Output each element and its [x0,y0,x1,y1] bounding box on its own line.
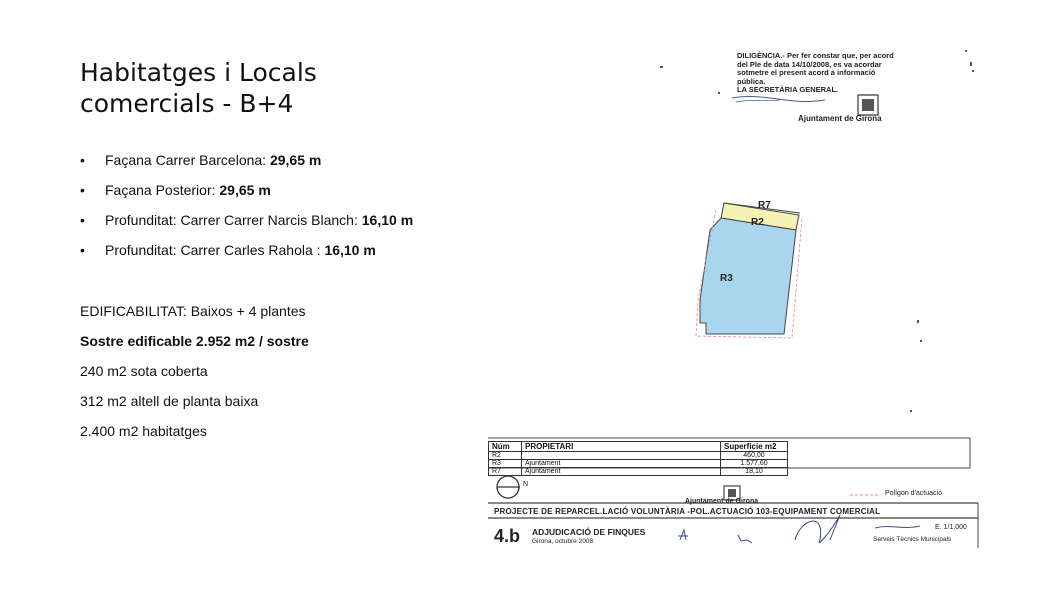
plan-image [480,40,1040,560]
proprietors-table [488,441,788,476]
region-r3-label: R3 [720,273,733,284]
table-cell: 18,10 [721,468,788,476]
bullet-facana-barcelona: • Façana Carrer Barcelona: 29,65 m [80,150,413,180]
region-r7-label: R7 [758,200,771,211]
table-cell: R7 [489,468,522,476]
bullet-facana-posterior: • Façana Posterior: 29,65 m [80,180,413,210]
bullet-profunditat-carles-rahola: • Profunditat: Carrer Carles Rahola : 16,10 m [80,240,413,270]
ajuntament-bottom-label: Ajuntament de Girona [685,498,759,505]
table-header-cell: PROPIETARI [522,442,721,452]
north-arrow-icon [497,476,520,498]
edificabilitat-text: EDIFICABILITAT: Baixos + 4 plantes [80,303,306,319]
table-cell: Ajuntament [522,468,721,476]
slide-title [80,57,480,119]
altell-text: 312 m2 altell de planta baixa [80,393,259,409]
region-r3 [700,218,796,334]
diligencia-stamp: DILIGÈNCIA.- Per fer constar que, per acord del Ple de data 14/10/2008, es va acordar sotmetre el present acord a informació pública. LA SECRETÀRIA GENERAL. [737,51,894,94]
serveis-tecnics-label: Serveis Tècnics Municipals [873,536,952,543]
region-r2-label: R2 [751,217,764,228]
plan-number: 4.b [494,526,521,546]
title-line-1: Habitatges i Locals [80,58,317,87]
ajuntament-top-label: Ajuntament de Girona [798,114,882,123]
plan-drawing [480,40,1040,560]
bullet-profunditat-narcis-blanch: • Profunditat: Carrer Carrer Narcis Blanch: 16,10 m [80,210,413,240]
table-header-cell: Superficie m2 [721,442,788,452]
table-cell: 460,00 [721,452,788,460]
projecte-title: PROJECTE DE REPARCEL.LACIÓ VOLUNTÀRIA -POL.ACTUACIÓ 103-EQUIPAMENT COMERCIAL [494,507,881,516]
table-cell [522,452,721,460]
adjudicacio-label: ADJUDICACIÓ DE FINQUES [532,527,646,537]
table-cell: R2 [489,452,522,460]
table-cell: 1.577,60 [721,460,788,468]
table-cell: Ajuntament [522,460,721,468]
table-cell: R3 [489,460,522,468]
habitatges-text: 2.400 m2 habitatges [80,423,207,439]
sostre-edificable-text: Sostre edificable 2.952 m2 / sostre [80,333,309,349]
table-row [489,468,788,476]
girona-date: Girona, octubre 2008 [532,538,594,545]
north-label: N [523,481,529,488]
table-row [489,452,788,460]
table-header-row [489,442,788,452]
scale-label: E. 1/1.000 [935,524,967,531]
bullet-list [80,150,413,270]
poligon-legend-label: Polígon d'actuació [885,490,942,497]
seal-icon [858,95,878,115]
title-line-2: comercials - B+4 [80,89,294,118]
table-header-cell: Núm [489,442,522,452]
table-row [489,460,788,468]
sota-coberta-text: 240 m2 sota coberta [80,363,208,379]
